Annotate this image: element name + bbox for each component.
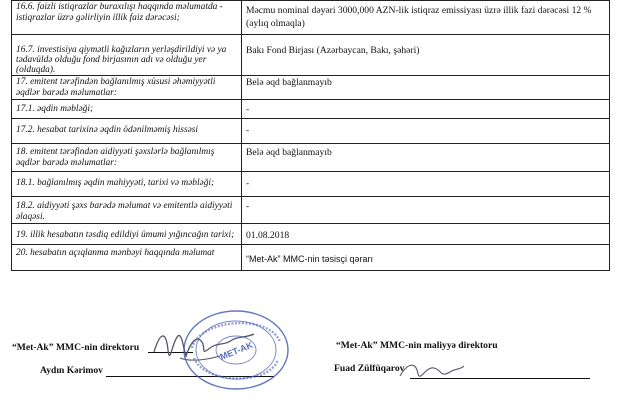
table-row: [12, 1, 610, 35]
row-label: 17. emitent tərəfindən bağlanılmış xüsusi əhəmiyyətli əqdlər barədə məlumatlar:: [12, 76, 242, 100]
right-signatory-name: Fuad Zülfüqarov: [334, 363, 405, 374]
row-value: Məcmu nominal dəyəri 3000,000 AZN-lik istiqraz emissiyası üzrə illik fazi dərəcəsi 12 % (aylıq olmaqla): [242, 1, 610, 35]
row-label: 17.1. əqdin məbləği;: [12, 100, 242, 119]
table-row: [12, 119, 610, 144]
row-value: “Met-Ak” MMC-nin təsisçi qərarı: [242, 245, 610, 271]
svg-text:MET-AK: MET-AK: [218, 339, 255, 363]
row-label: 18.2. aidiyyəti şəxs barədə məlumat və emitentlə aidiyyəti əlaqəsi.: [12, 197, 242, 224]
right-signatory-title: “Met-Ak” MMC-nin maliyyə direktoru: [336, 340, 498, 351]
table-row: [12, 245, 610, 271]
row-value: -: [242, 197, 610, 224]
row-label: 18.1. bağlanılmış əqdin mahiyyəti, tarixi və məbləği;: [12, 172, 242, 197]
row-label: 18. emitent tərəfindən aidiyyəti şəxslərlə bağlanılmış əqdlər barədə məlumatlar:: [12, 144, 242, 172]
table-row: [12, 172, 610, 197]
row-value: Belə əqd bağlanmayıb: [242, 76, 610, 100]
handwritten-signature-right: [396, 356, 466, 386]
table-row: [12, 197, 610, 224]
table-row: [12, 100, 610, 119]
left-signatory-title: “Met-Ak” MMC-nin direktoru: [12, 342, 140, 353]
row-value: -: [242, 172, 610, 197]
row-value: -: [242, 119, 610, 144]
row-value: 01.08.2018: [242, 224, 610, 245]
row-label: 20. hesabatın açıqlanma mənbəyi haqqında məlumat: [12, 245, 242, 271]
row-value: Belə əqd bağlanmayıb: [242, 144, 610, 172]
row-label: 16.7. investisiya qiymətli kağızların yerləşdirildiyi və ya tədavüldə olduğu fond birjasının adı və olduğu yer (olduqda).: [12, 35, 242, 76]
row-label: 19. illik hesabatın təsdiq edildiyi ümumi yığıncağın tarixi;: [12, 224, 242, 245]
row-label: 17.2. hesabat tarixinə əqdin ödənilməmiş hissəsi: [12, 119, 242, 144]
table-row: [12, 35, 610, 76]
table-row: [12, 224, 610, 245]
row-value: -: [242, 100, 610, 119]
company-stamp-seal: [180, 308, 292, 392]
table-row: [12, 76, 610, 100]
disclosure-table: [11, 0, 610, 271]
table-row: [12, 144, 610, 172]
row-label: 16.6. faizli istiqrazlar buraxılışı haqqında məlumatda - istiqrazlar üzrə gəlirliyin illik faiz dərəcəsi;: [12, 1, 242, 35]
left-signatory-name: Aydın Kərimov: [40, 365, 103, 376]
row-value: Bakı Fond Birjası (Azərbaycan, Bakı, şəhəri): [242, 35, 610, 76]
